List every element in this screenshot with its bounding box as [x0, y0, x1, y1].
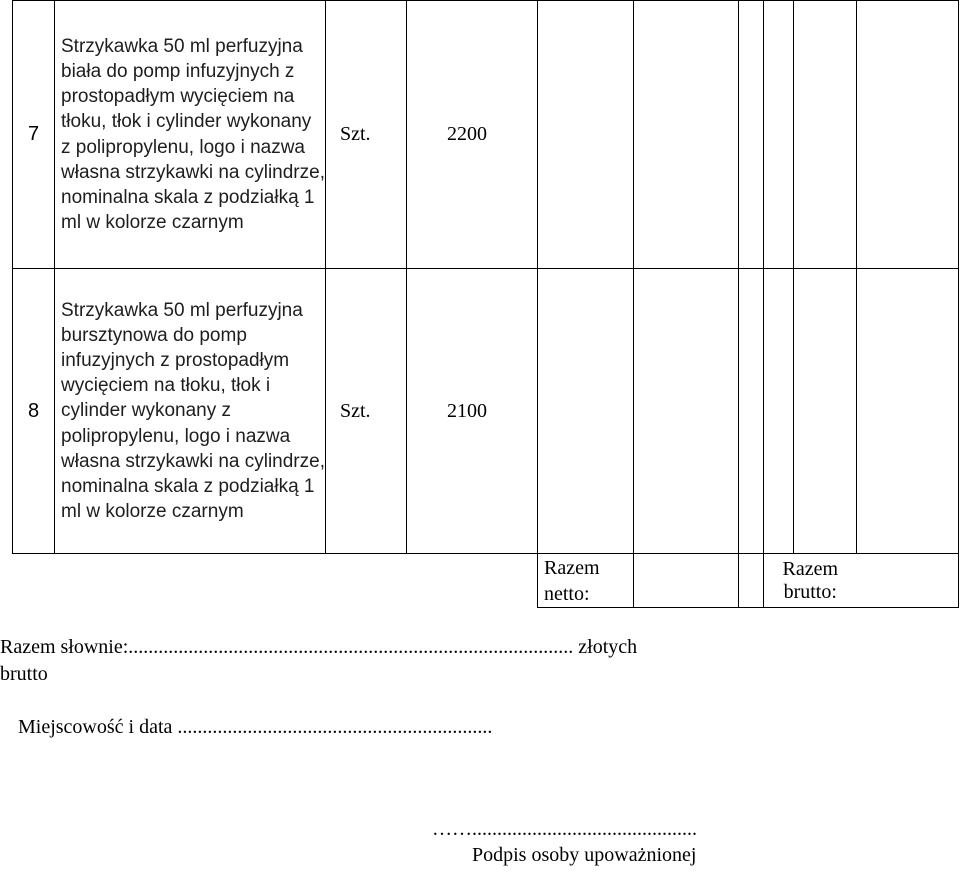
product-description-cell: Strzykawka 50 ml perfuzyjna bursztynowa do pomp infuzyjnych z prostopadłym wycięciem na tłoku, tłok i cylinder wykonany z polipropylenu, logo i nazwa własna strzykawki na cylindrze, nominalna skala z podziałką 1 ml w kolorze czarnym [55, 269, 326, 554]
signature-dotted-line: ……............................................. [432, 818, 697, 840]
vat-rate-cell [739, 269, 764, 554]
razem-brutto-value [857, 554, 959, 608]
value-brutto-cell [857, 1, 959, 269]
row-number-cell: 7 [13, 1, 55, 269]
value-netto-cell [634, 1, 739, 269]
product-description-cell: Strzykawka 50 ml perfuzyjna biała do pomp infuzyjnych z prostopadłym wycięciem na tłoku, tłok i cylinder wykonany z polipropylenu, logo i nazwa własna strzykawki na cylindrze, nominalna skala z podziałką 1 ml w kolorze czarnym [55, 1, 326, 269]
quantity-cell: 2200 [407, 1, 538, 269]
unit-price-netto-cell [538, 269, 634, 554]
summary-spacer [13, 554, 538, 608]
razem-vat-cell-a [739, 554, 764, 608]
unit-cell: Szt. [326, 1, 407, 269]
unit-price-brutto-cell [794, 269, 857, 554]
quantity-cell: 2100 [407, 269, 538, 554]
razem-netto-value [634, 554, 739, 608]
price-table [12, 0, 959, 608]
signature-caption: Podpis osoby upoważnionej [472, 844, 697, 866]
row-number-cell: 8 [13, 269, 55, 554]
value-netto-cell [634, 269, 739, 554]
place-and-date-line: Miejscowość i data ............................................................... [18, 716, 493, 738]
table-row [13, 1, 959, 269]
brutto-text: brutto [0, 663, 48, 685]
vat-amount-cell [764, 1, 794, 269]
razem-netto-label: Razem netto: [538, 554, 634, 608]
table-row [13, 269, 959, 554]
vat-rate-cell [739, 1, 764, 269]
summary-row [13, 554, 959, 608]
price-table-wrapper [12, 0, 958, 607]
unit-price-netto-cell [538, 1, 634, 269]
unit-cell: Szt. [326, 269, 407, 554]
razem-slownie-text: Razem słownie:......................................................................................... złotych [0, 636, 638, 658]
vat-amount-cell [764, 269, 794, 554]
value-brutto-cell [857, 269, 959, 554]
unit-price-brutto-cell [794, 1, 857, 269]
razem-brutto-label: Razem brutto: [764, 554, 857, 608]
